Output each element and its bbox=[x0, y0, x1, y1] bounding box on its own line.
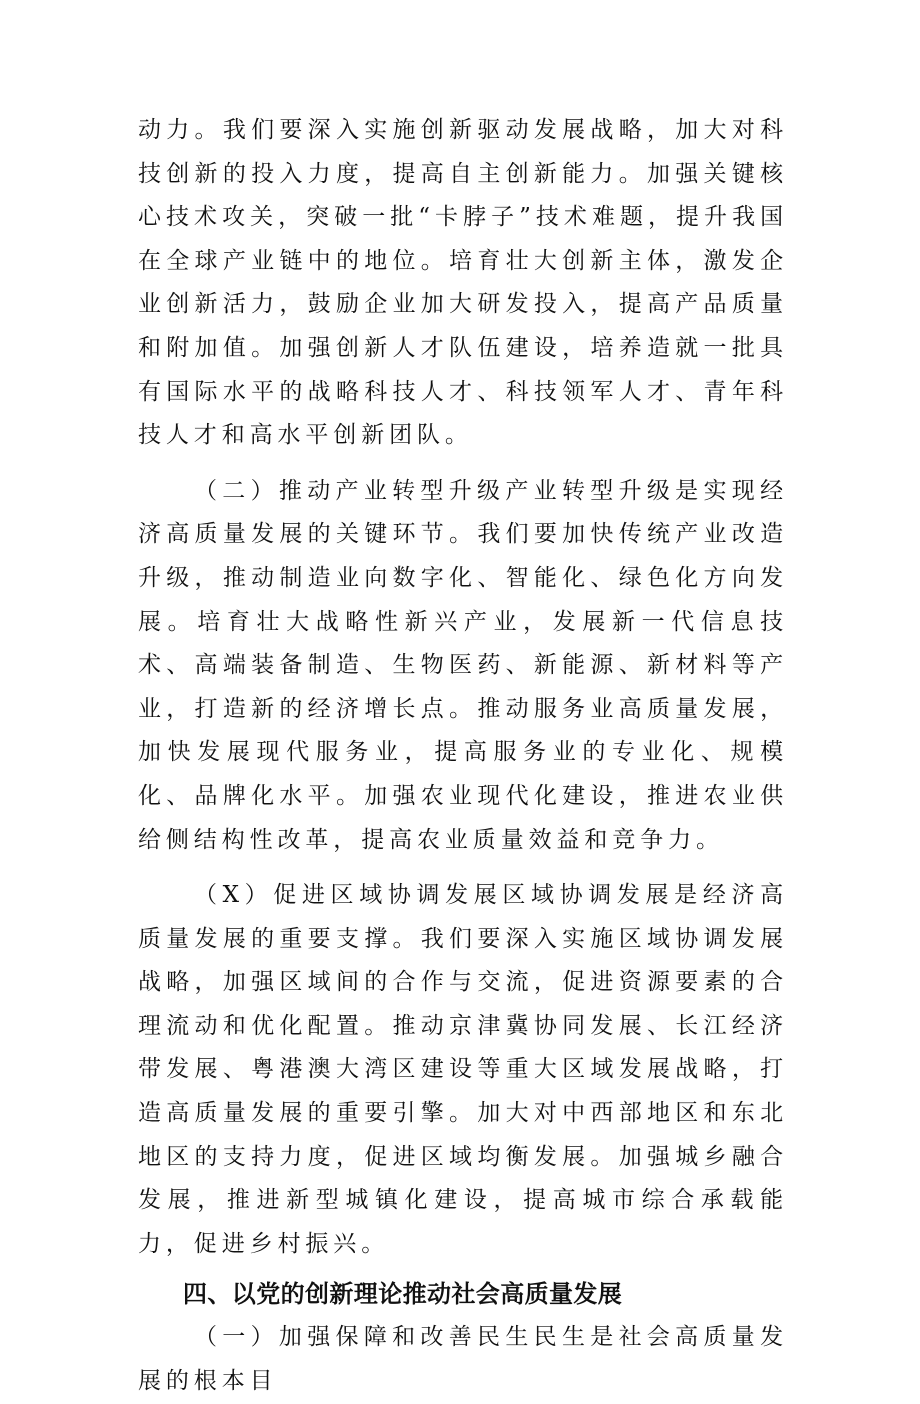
document-body bbox=[138, 109, 788, 1404]
paragraph-innovation-drive: 动力。我们要深入实施创新驱动发展战略，加大对科技创新的投入力度，提高自主创新能力。加强关键核心技术攻关，突破一批“卡脖子”技术难题，提升我国在全球产业链中的地位。培育壮大创新主体，激发企业创新活力，鼓励企业加大研发投入，提高产品质量和附加值。加强创新人才队伍建设，培养造就一批具有国际水平的战略科技人才、科技领军人才、青年科技人才和高水平创新团队。 bbox=[138, 117, 788, 449]
paragraph-livelihood: （一）加强保障和改善民生民生是社会高质量发展的根本目 bbox=[138, 1324, 788, 1395]
paragraph-regional-coordination: （X）促进区域协调发展区域协调发展是经济高质量发展的重要支撑。我们要深入实施区域协调发展战略，加强区域间的合作与交流，促进资源要素的合理流动和优化配置。推动京津冀协同发展、长江经济带发展、粤港澳大湾区建设等重大区域发展战略，打造高质量发展的重要引擎。加大对中西部地区和东北地区的支持力度，促进区域均衡发展。加强城乡融合发展，推进新型城镇化建设，提高城市综合承载能力，促进乡村振兴。 bbox=[138, 882, 788, 1257]
section-heading: 四、以党的创新理论推动社会高质量发展 bbox=[183, 1280, 623, 1309]
paragraph-industrial-upgrade: （二）推动产业转型升级产业转型升级是实现经济高质量发展的关键环节。我们要加快传统产业改造升级，推动制造业向数字化、智能化、绿色化方向发展。培育壮大战略性新兴产业，发展新一代信息技术、高端装备制造、生物医药、新能源、新材料等产业，打造新的经济增长点。推动服务业高质量发展，加快发展现代服务业，提高服务业的专业化、规模化、品牌化水平。加强农业现代化建设，推进农业供给侧结构性改革，提高农业质量效益和竞争力。 bbox=[138, 477, 788, 853]
